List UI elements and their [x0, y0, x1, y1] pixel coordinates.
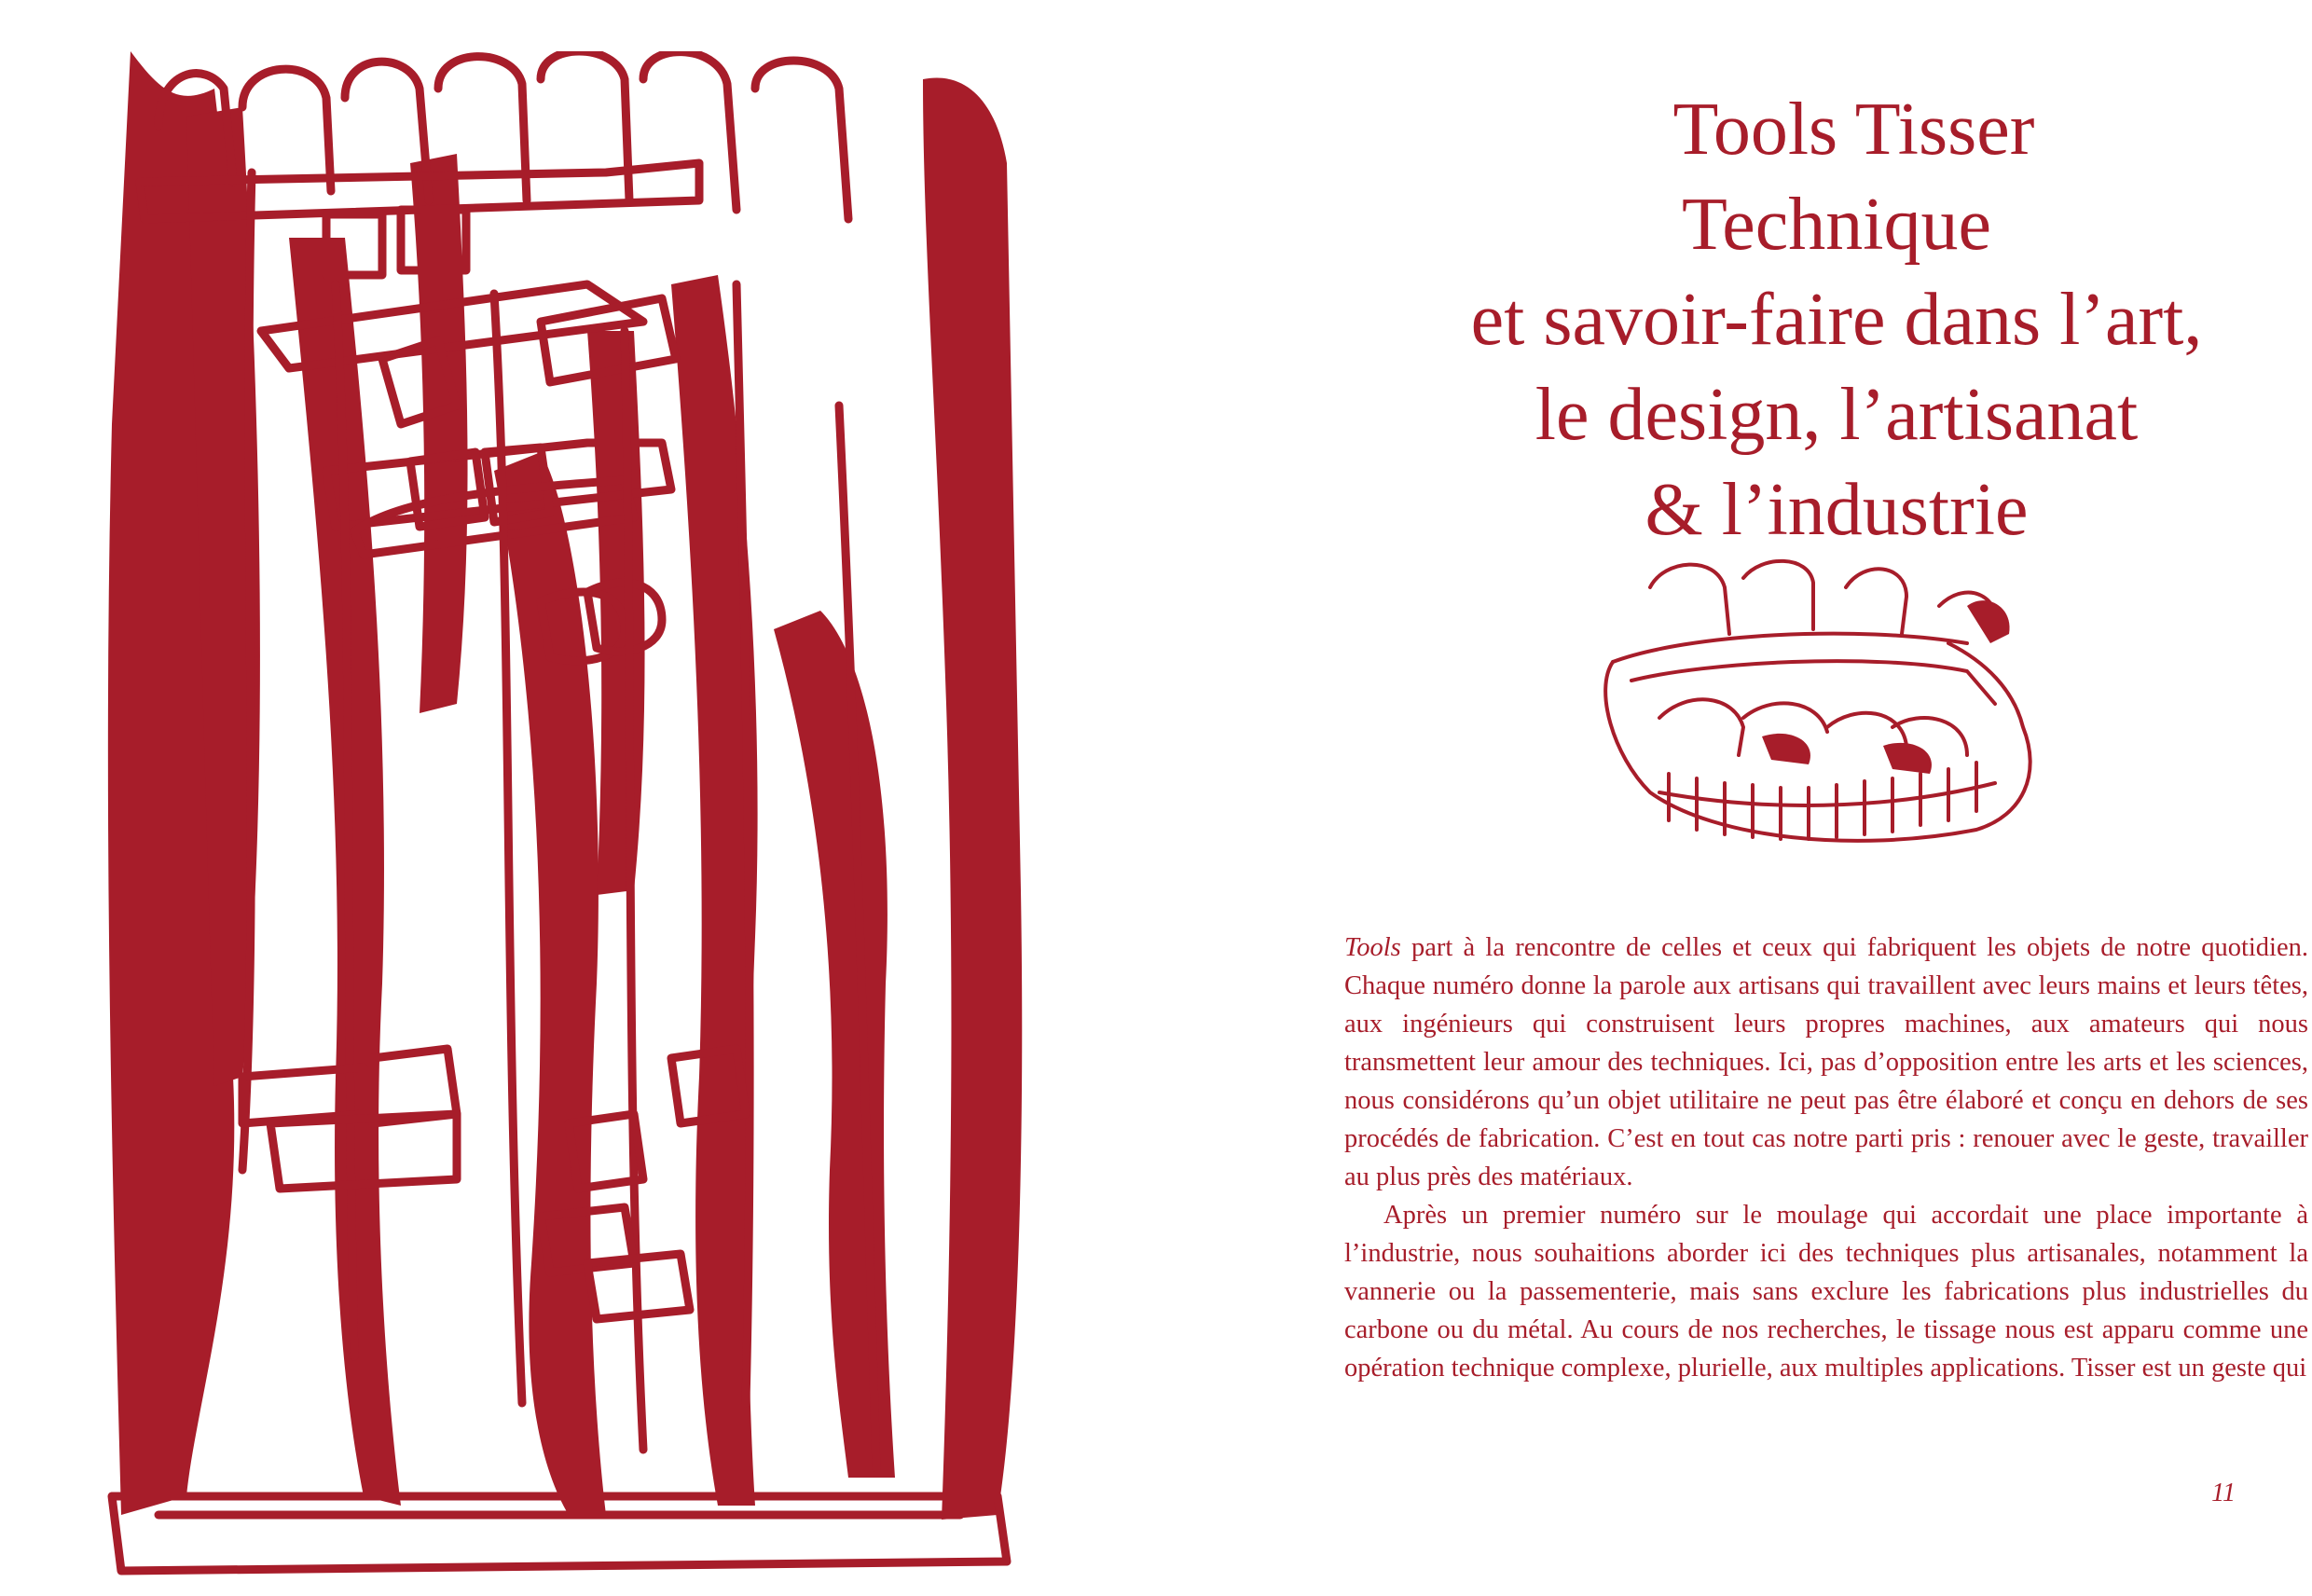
title-row-1	[1389, 82, 2284, 177]
title-line-5: & l’industrie	[1645, 469, 2029, 551]
title-line-3: et savoir-faire dans l’art,	[1470, 279, 2203, 361]
title-tools: Tools	[1672, 89, 1838, 171]
paragraph-2: Après un premier numéro sur le moulage qui accordait une place importante à l’industrie, nous souhaitions aborder ici des techniques plus artisanales, notamment la vannerie ou la passementerie, mais sans exclure les fabrications plus industrielles du carbone ou du métal. Au cours de nos recherches, le tissage nous est apparu comme une opération technique complexe, plurielle, aux multiples applications. Tisser est un geste qui	[1344, 1201, 2308, 1383]
page-number: 11	[2211, 1479, 2236, 1507]
woven-strips-sketch-icon	[103, 51, 1035, 1580]
title-line-4: le design, l’artisanat	[1534, 374, 2139, 456]
right-page	[1156, 0, 2312, 1596]
paragraph-1-italic: Tools	[1344, 933, 1401, 962]
page-title	[1389, 82, 2284, 557]
paragraph-1	[1344, 929, 2308, 1196]
body-text	[1344, 929, 2308, 1387]
title-line-2: Technique	[1681, 184, 1992, 266]
paragraph-1-text: part à la rencontre de celles et ceux qui fabriquent les objets de notre quotidien. Chaque numéro donne la parole aux artisans qui travaillent avec leurs mains et leurs têtes, aux ingénieurs qui construisent leurs propres machines, aux amateurs qui nous transmettent leur amour des techniques. Ici, pas d’opposition entre les arts et les sciences, nous considérons qu’un objet utilitaire ne peut pas être élaboré et conçu en dehors de ses procédés de fabrication. C’est en tout cas notre parti pris : renouer avec le geste, travailler au plus près des matériaux.	[1344, 933, 2308, 1191]
woven-object-sketch-icon	[1576, 541, 2060, 858]
title-tisser: Tisser	[1854, 89, 2035, 171]
